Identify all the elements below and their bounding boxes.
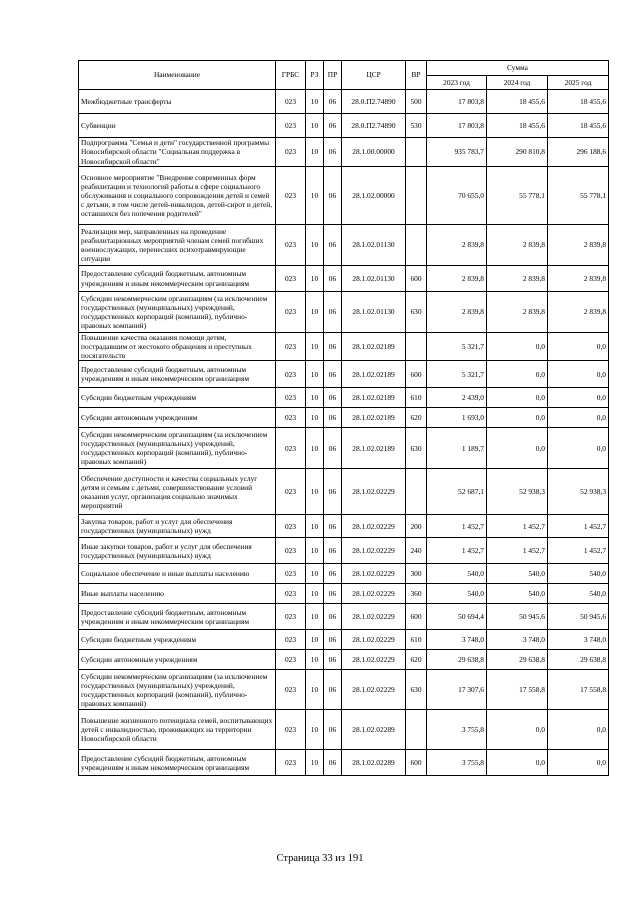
table-row [79, 138, 609, 167]
cell-csr: 28.1.02.02289 [342, 750, 406, 776]
cell-pr: 06 [324, 292, 342, 333]
cell-csr: 28.0.П2.74890 [342, 90, 406, 114]
cell-pr: 06 [324, 604, 342, 630]
cell-vr: 600 [406, 604, 427, 630]
table-row [79, 604, 609, 630]
cell-2023: 1 189,7 [427, 428, 487, 469]
cell-2024: 17 558,8 [487, 670, 548, 710]
cell-2025: 0,0 [548, 388, 609, 408]
cell-pr: 06 [324, 650, 342, 670]
cell-pr: 06 [324, 266, 342, 292]
cell-2024: 1 452,7 [487, 515, 548, 538]
cell-2023: 17 803,8 [427, 114, 487, 138]
cell-pr: 06 [324, 630, 342, 650]
header-sum: Сумма [427, 61, 609, 76]
cell-2024: 0,0 [487, 710, 548, 750]
cell-csr: 28.1.02.02229 [342, 469, 406, 515]
cell-vr: 360 [406, 584, 427, 604]
cell-vr: 300 [406, 564, 427, 584]
table-row [79, 167, 609, 225]
cell-csr: 28.1.02.02189 [342, 388, 406, 408]
cell-pr: 06 [324, 225, 342, 266]
cell-2024: 0,0 [487, 361, 548, 388]
cell-2023: 3 755,8 [427, 710, 487, 750]
cell-vr: 630 [406, 670, 427, 710]
cell-grbs: 023 [276, 167, 306, 225]
cell-2023: 935 783,7 [427, 138, 487, 167]
cell-name: Иные закупки товаров, работ и услуг для обеспечения государственных (муниципальных) нужд [79, 538, 276, 564]
cell-2023: 1 452,7 [427, 538, 487, 564]
cell-rz: 10 [306, 630, 324, 650]
cell-2025: 0,0 [548, 428, 609, 469]
cell-2025: 1 452,7 [548, 515, 609, 538]
cell-grbs: 023 [276, 650, 306, 670]
cell-grbs: 023 [276, 630, 306, 650]
cell-name: Повышение качества оказания помощи детям, пострадавшим от жестокого обращения и преступных посягательств [79, 333, 276, 361]
cell-csr: 28.1.02.02189 [342, 333, 406, 361]
cell-pr: 06 [324, 515, 342, 538]
cell-vr: 500 [406, 90, 427, 114]
header-vr: ВР [406, 61, 427, 90]
cell-name: Субсидии некоммерческим организациям (за исключением государственных (муниципальных) учреждений, государственных корпораций (компаний), публично-правовых компаний) [79, 292, 276, 333]
cell-vr [406, 138, 427, 167]
cell-rz: 10 [306, 138, 324, 167]
cell-csr: 28.1.02.02189 [342, 361, 406, 388]
cell-2024: 0,0 [487, 428, 548, 469]
cell-csr: 28.1.02.02229 [342, 650, 406, 670]
header-year-2023: 2023 год [427, 76, 487, 90]
cell-2025: 0,0 [548, 710, 609, 750]
cell-grbs: 023 [276, 408, 306, 428]
cell-csr: 28.1.02.01130 [342, 225, 406, 266]
cell-name: Субсидии некоммерческим организациям (за исключением государственных (муниципальных) учреждений, государственных корпораций (компаний), публично-правовых компаний) [79, 670, 276, 710]
cell-2025: 18 455,6 [548, 90, 609, 114]
header-grbs: ГРБС [276, 61, 306, 90]
cell-grbs: 023 [276, 114, 306, 138]
cell-rz: 10 [306, 750, 324, 776]
cell-vr [406, 469, 427, 515]
cell-2023: 50 694,4 [427, 604, 487, 630]
cell-grbs: 023 [276, 225, 306, 266]
budget-table [78, 60, 609, 776]
cell-2025: 540,0 [548, 584, 609, 604]
cell-2023: 17 307,6 [427, 670, 487, 710]
cell-name: Реализация мер, направленных на проведение реабилитационных мероприятий членам семей погибших военнослужащих, перенесших психотравмирующие ситуации [79, 225, 276, 266]
cell-csr: 28.1.02.02229 [342, 564, 406, 584]
cell-2024: 18 455,6 [487, 114, 548, 138]
cell-rz: 10 [306, 292, 324, 333]
cell-2023: 70 655,0 [427, 167, 487, 225]
header-pr: ПР [324, 61, 342, 90]
cell-name: Предоставление субсидий бюджетным, автономным учреждениям и иным некоммерческим организациям [79, 750, 276, 776]
cell-2025: 0,0 [548, 361, 609, 388]
cell-2025: 2 839,8 [548, 266, 609, 292]
table-row [79, 90, 609, 114]
cell-vr [406, 167, 427, 225]
cell-rz: 10 [306, 584, 324, 604]
cell-2024: 3 748,0 [487, 630, 548, 650]
cell-rz: 10 [306, 469, 324, 515]
cell-vr [406, 225, 427, 266]
cell-rz: 10 [306, 361, 324, 388]
cell-rz: 10 [306, 266, 324, 292]
table-row [79, 670, 609, 710]
cell-2023: 2 839,8 [427, 225, 487, 266]
cell-vr: 610 [406, 388, 427, 408]
table-row [79, 428, 609, 469]
table-row [79, 710, 609, 750]
cell-2024: 0,0 [487, 408, 548, 428]
cell-pr: 06 [324, 114, 342, 138]
cell-grbs: 023 [276, 428, 306, 469]
cell-grbs: 023 [276, 750, 306, 776]
table-row [79, 225, 609, 266]
cell-2025: 0,0 [548, 750, 609, 776]
cell-name: Межбюджетные трансферты [79, 90, 276, 114]
cell-grbs: 023 [276, 90, 306, 114]
cell-2023: 17 803,8 [427, 90, 487, 114]
cell-grbs: 023 [276, 564, 306, 584]
table-row [79, 388, 609, 408]
header-csr: ЦСР [342, 61, 406, 90]
table-body [79, 90, 609, 776]
cell-2025: 296 188,6 [548, 138, 609, 167]
cell-2024: 55 778,1 [487, 167, 548, 225]
table-row [79, 515, 609, 538]
cell-rz: 10 [306, 604, 324, 630]
table-row [79, 750, 609, 776]
cell-2025: 2 839,8 [548, 225, 609, 266]
cell-csr: 28.1.02.02229 [342, 538, 406, 564]
cell-2025: 29 638,8 [548, 650, 609, 670]
cell-name: Социальное обеспечение и иные выплаты населению [79, 564, 276, 584]
cell-pr: 06 [324, 408, 342, 428]
table-row [79, 538, 609, 564]
cell-name: Субсидии некоммерческим организациям (за исключением государственных (муниципальных) учреждений, государственных корпораций (компаний), публично-правовых компаний) [79, 428, 276, 469]
cell-vr: 620 [406, 408, 427, 428]
cell-name: Закупка товаров, работ и услуг для обеспечения государственных (муниципальных) нужд [79, 515, 276, 538]
cell-vr: 630 [406, 428, 427, 469]
cell-2024: 29 638,8 [487, 650, 548, 670]
cell-csr: 28.1.02.01130 [342, 266, 406, 292]
cell-2023: 52 687,1 [427, 469, 487, 515]
cell-2023: 1 693,0 [427, 408, 487, 428]
cell-csr: 28.1.02.01130 [342, 292, 406, 333]
cell-name: Субсидии бюджетным учреждениям [79, 388, 276, 408]
cell-2023: 29 638,8 [427, 650, 487, 670]
cell-vr [406, 710, 427, 750]
cell-vr: 600 [406, 750, 427, 776]
cell-name: Субсидии автономным учреждениям [79, 650, 276, 670]
cell-name: Повышение жизненного потенциала семей, воспитывающих детей с инвалидностью, проживающих на территории Новосибирской области [79, 710, 276, 750]
cell-2023: 2 839,8 [427, 292, 487, 333]
table-row [79, 584, 609, 604]
page-number: Страница 33 из 191 [276, 853, 364, 864]
cell-pr: 06 [324, 361, 342, 388]
table-row [79, 408, 609, 428]
table-row [79, 292, 609, 333]
cell-csr: 28.1.02.02189 [342, 408, 406, 428]
cell-2025: 50 945,6 [548, 604, 609, 630]
cell-grbs: 023 [276, 584, 306, 604]
cell-2024: 2 839,8 [487, 266, 548, 292]
cell-2025: 1 452,7 [548, 538, 609, 564]
cell-2025: 0,0 [548, 333, 609, 361]
header-name: Наименование [79, 61, 276, 90]
cell-2024: 0,0 [487, 388, 548, 408]
table-row [79, 564, 609, 584]
cell-vr: 620 [406, 650, 427, 670]
cell-2024: 52 938,3 [487, 469, 548, 515]
cell-pr: 06 [324, 90, 342, 114]
cell-name: Предоставление субсидий бюджетным, автономным учреждениям и иным некоммерческим организациям [79, 361, 276, 388]
cell-2023: 3 748,0 [427, 630, 487, 650]
cell-2023: 5 321,7 [427, 333, 487, 361]
cell-csr: 28.1.02.02229 [342, 584, 406, 604]
cell-name: Субвенции [79, 114, 276, 138]
cell-pr: 06 [324, 388, 342, 408]
cell-2024: 540,0 [487, 584, 548, 604]
cell-rz: 10 [306, 90, 324, 114]
cell-vr: 610 [406, 630, 427, 650]
cell-rz: 10 [306, 564, 324, 584]
cell-2024: 0,0 [487, 333, 548, 361]
cell-grbs: 023 [276, 670, 306, 710]
cell-csr: 28.0.П2.74890 [342, 114, 406, 138]
cell-grbs: 023 [276, 333, 306, 361]
cell-2024: 0,0 [487, 750, 548, 776]
cell-grbs: 023 [276, 292, 306, 333]
cell-2025: 52 938,3 [548, 469, 609, 515]
cell-pr: 06 [324, 333, 342, 361]
cell-2025: 540,0 [548, 564, 609, 584]
table-row [79, 333, 609, 361]
cell-pr: 06 [324, 564, 342, 584]
cell-csr: 28.1.02.02189 [342, 428, 406, 469]
cell-rz: 10 [306, 167, 324, 225]
cell-rz: 10 [306, 670, 324, 710]
cell-pr: 06 [324, 138, 342, 167]
table-row [79, 650, 609, 670]
cell-name: Предоставление субсидий бюджетным, автономным учреждениям и иным некоммерческим организациям [79, 266, 276, 292]
cell-csr: 28.1.02.02229 [342, 604, 406, 630]
cell-pr: 06 [324, 750, 342, 776]
cell-2025: 18 455,6 [548, 114, 609, 138]
cell-name: Субсидии автономным учреждениям [79, 408, 276, 428]
cell-2025: 0,0 [548, 408, 609, 428]
cell-rz: 10 [306, 650, 324, 670]
cell-pr: 06 [324, 584, 342, 604]
cell-grbs: 023 [276, 538, 306, 564]
cell-rz: 10 [306, 333, 324, 361]
cell-grbs: 023 [276, 604, 306, 630]
cell-2023: 540,0 [427, 584, 487, 604]
cell-rz: 10 [306, 710, 324, 750]
table-row [79, 266, 609, 292]
cell-rz: 10 [306, 388, 324, 408]
cell-pr: 06 [324, 428, 342, 469]
cell-2023: 540,0 [427, 564, 487, 584]
cell-2025: 2 839,8 [548, 292, 609, 333]
cell-grbs: 023 [276, 361, 306, 388]
cell-csr: 28.1.02.00000 [342, 167, 406, 225]
cell-pr: 06 [324, 167, 342, 225]
header-year-2024: 2024 год [487, 76, 548, 90]
table-row [79, 469, 609, 515]
cell-csr: 28.1.02.02289 [342, 710, 406, 750]
cell-2024: 50 945,6 [487, 604, 548, 630]
cell-2024: 2 839,8 [487, 225, 548, 266]
cell-name: Подпрограмма "Семья и дети" государственной программы Новосибирской области "Социальная поддержка в Новосибирской области" [79, 138, 276, 167]
cell-grbs: 023 [276, 469, 306, 515]
cell-2024: 540,0 [487, 564, 548, 584]
cell-vr [406, 333, 427, 361]
cell-vr: 600 [406, 266, 427, 292]
cell-vr: 600 [406, 361, 427, 388]
cell-pr: 06 [324, 469, 342, 515]
cell-csr: 28.1.02.02229 [342, 515, 406, 538]
cell-2024: 1 452,7 [487, 538, 548, 564]
cell-rz: 10 [306, 114, 324, 138]
cell-name: Субсидии бюджетным учреждениям [79, 630, 276, 650]
table-row [79, 630, 609, 650]
cell-csr: 28.1.02.02229 [342, 670, 406, 710]
cell-rz: 10 [306, 225, 324, 266]
cell-csr: 28.1.02.02229 [342, 630, 406, 650]
table-header [79, 61, 609, 90]
cell-pr: 06 [324, 670, 342, 710]
cell-grbs: 023 [276, 710, 306, 750]
cell-grbs: 023 [276, 515, 306, 538]
cell-2023: 1 452,7 [427, 515, 487, 538]
table-row [79, 114, 609, 138]
cell-grbs: 023 [276, 388, 306, 408]
cell-vr: 200 [406, 515, 427, 538]
header-year-2025: 2025 год [548, 76, 609, 90]
cell-2023: 2 839,8 [427, 266, 487, 292]
cell-name: Предоставление субсидий бюджетным, автономным учреждениям и иным некоммерческим организациям [79, 604, 276, 630]
cell-vr: 240 [406, 538, 427, 564]
table-row [79, 361, 609, 388]
cell-name: Иные выплаты населению [79, 584, 276, 604]
cell-2025: 55 778,1 [548, 167, 609, 225]
cell-csr: 28.1.00.00000 [342, 138, 406, 167]
cell-pr: 06 [324, 538, 342, 564]
cell-grbs: 023 [276, 266, 306, 292]
cell-2024: 2 839,8 [487, 292, 548, 333]
cell-vr: 630 [406, 292, 427, 333]
cell-2023: 5 321,7 [427, 361, 487, 388]
budget-table-container [78, 60, 608, 776]
cell-2024: 290 810,8 [487, 138, 548, 167]
cell-name: Основное мероприятие "Внедрение современных форм реабилитации и технологий работы в сфере социального обслуживания и социального сопровождения детей и семей с детьми, в том числе детей-инвалидов, детей-сирот и детей, оставшихся без попечения родителей" [79, 167, 276, 225]
cell-rz: 10 [306, 428, 324, 469]
cell-grbs: 023 [276, 138, 306, 167]
header-rz: РЗ [306, 61, 324, 90]
cell-2025: 17 558,8 [548, 670, 609, 710]
cell-name: Обеспечение доступности и качества социальных услуг детям и семьям с детьми, совершенствование условий оказания услуг, организация социально значимых мероприятий [79, 469, 276, 515]
cell-rz: 10 [306, 538, 324, 564]
cell-pr: 06 [324, 710, 342, 750]
cell-2025: 3 748,0 [548, 630, 609, 650]
cell-rz: 10 [306, 515, 324, 538]
cell-2023: 3 755,8 [427, 750, 487, 776]
cell-2024: 18 455,6 [487, 90, 548, 114]
cell-vr: 530 [406, 114, 427, 138]
cell-2023: 2 439,0 [427, 388, 487, 408]
cell-rz: 10 [306, 408, 324, 428]
